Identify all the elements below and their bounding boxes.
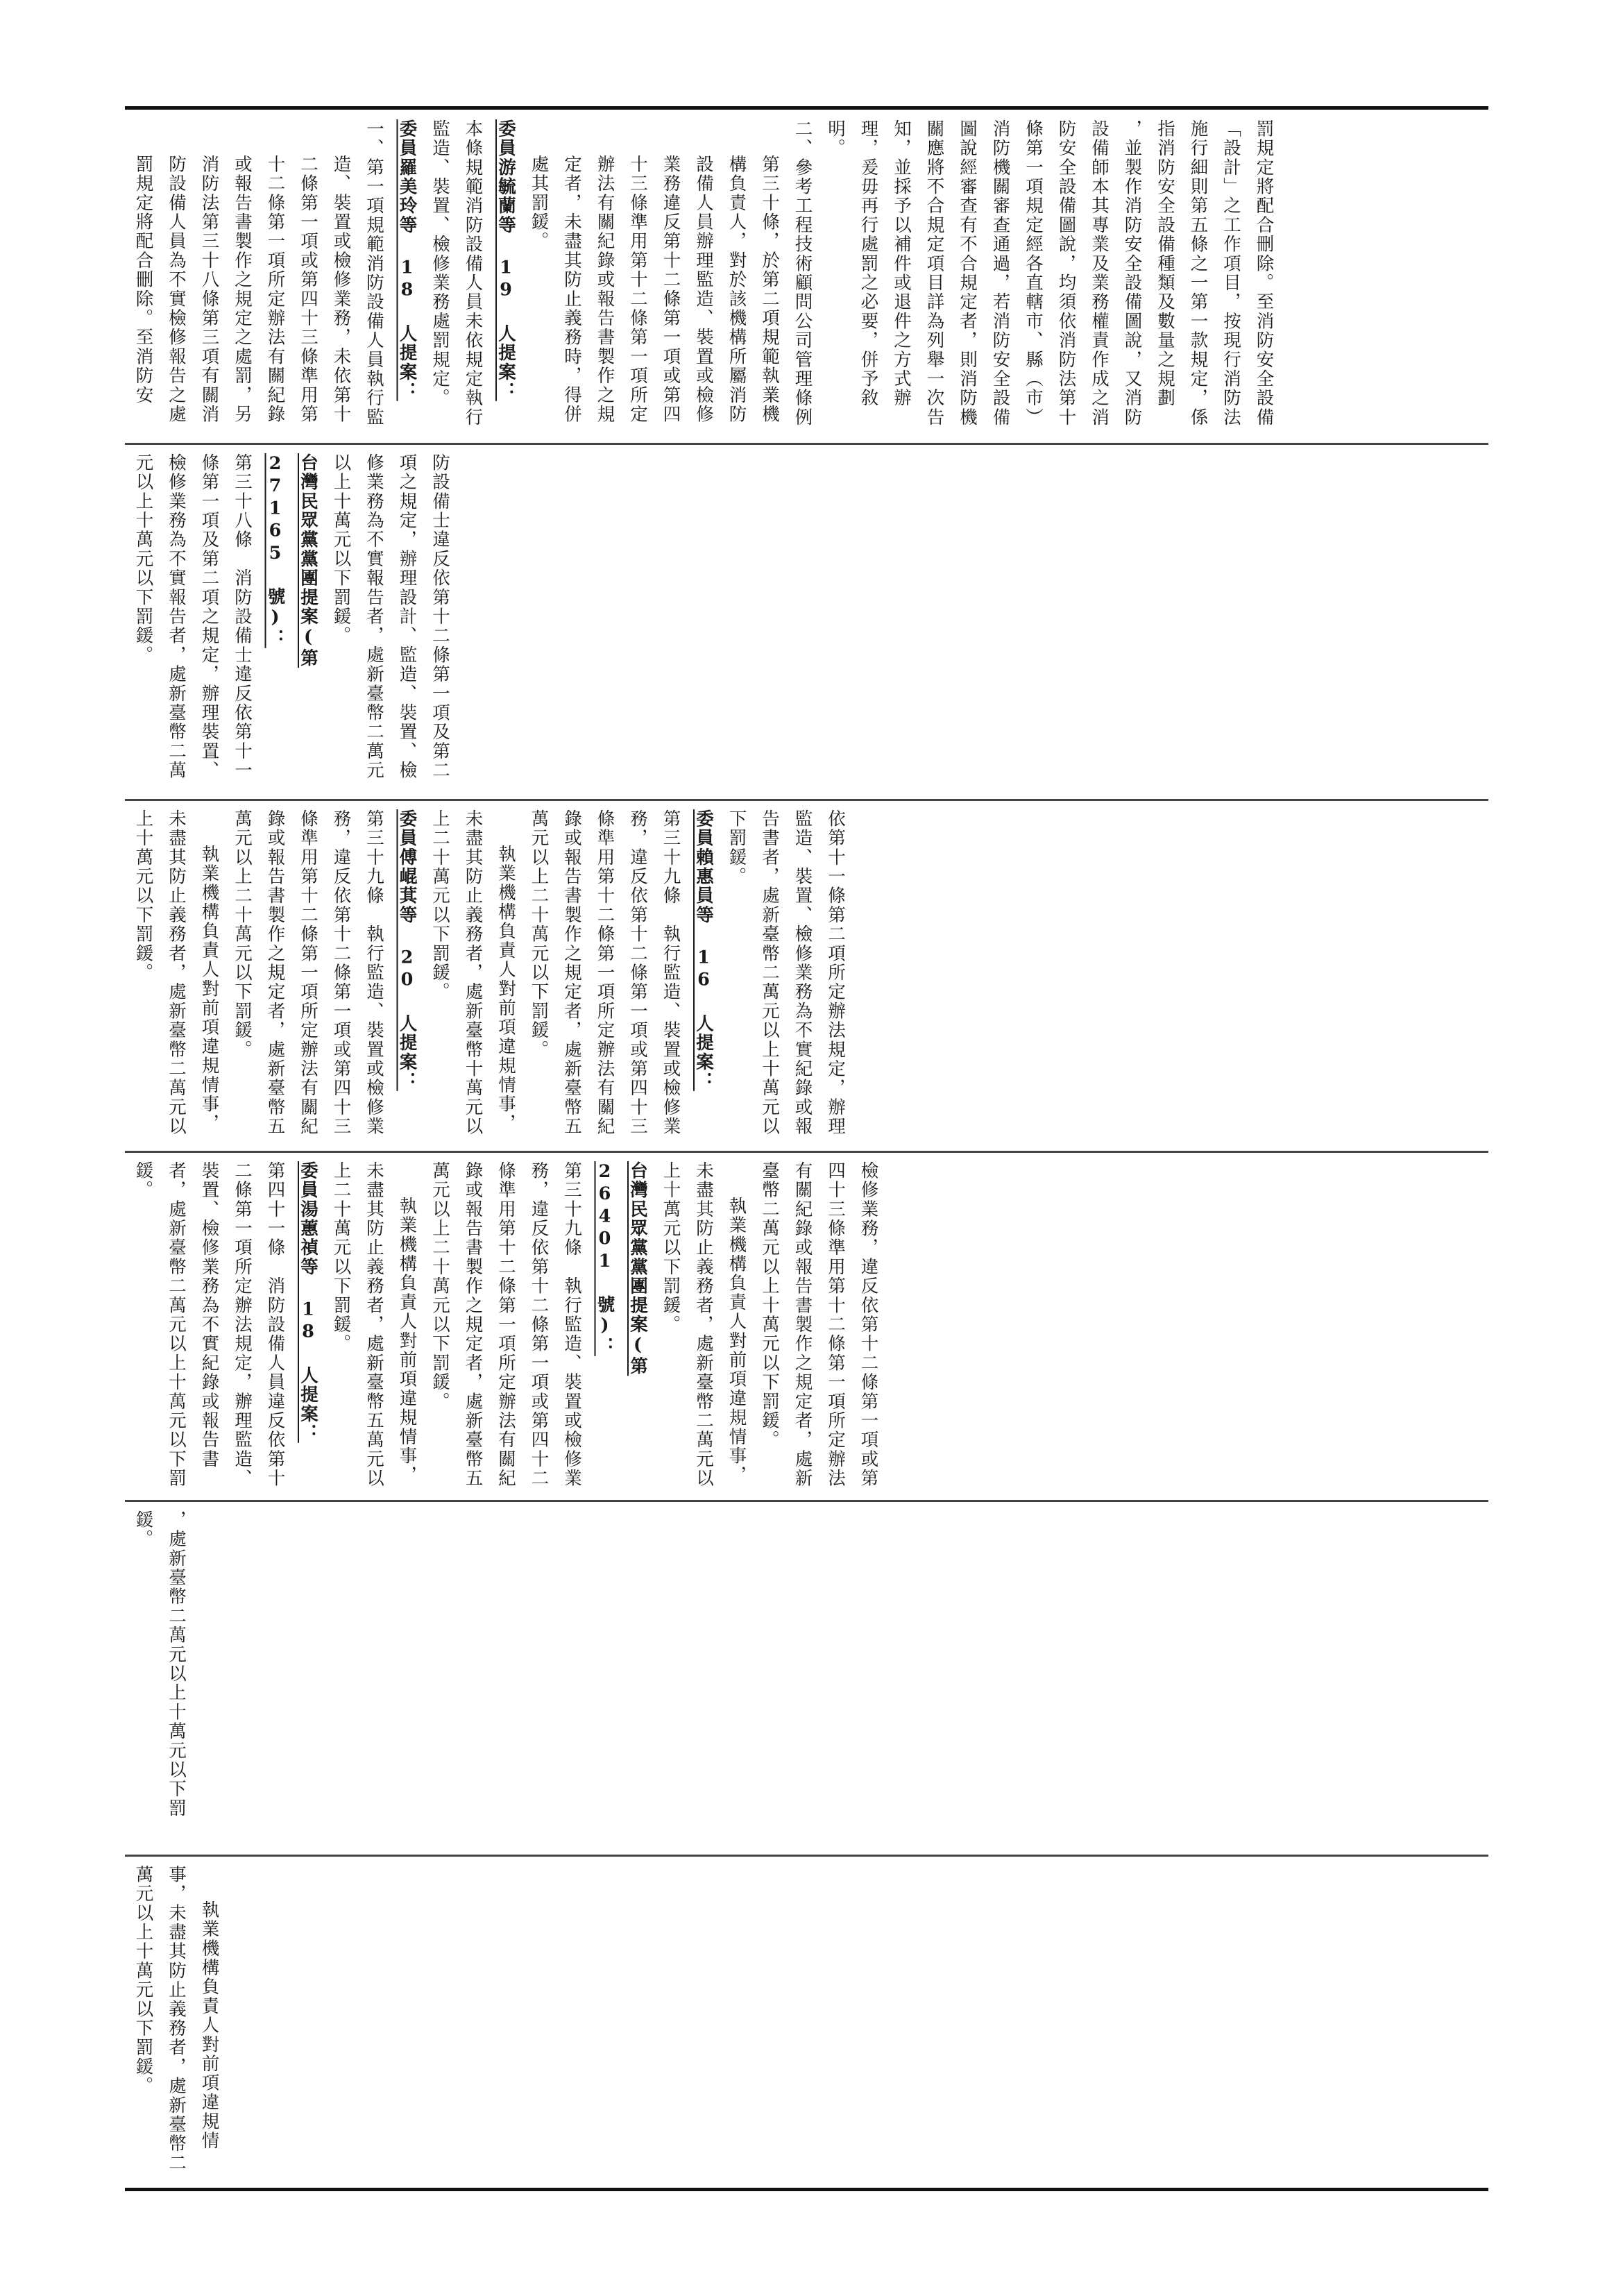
column-text xyxy=(126,1857,230,2187)
paragraph: ，並製作消防安全設備圖說，又消防設備師本其專業及業務權責作成之消防安全設備圖說，均須依消防法第十條第一項規定經各直轄市、縣（市）消防機關審查通過，若消防安全設備圖說經審查有不合規定者，則消防機關應將不合規定項目詳為列舉一次告知，並採予以補件或退件之方式辦理，爰毋再行處罰之必要，併予敘明。 xyxy=(825,119,1143,428)
paragraph: 防設備士違反依第十二條第一項及第二項之規定，辦理設計、監造、裝置、檢修業務為不實報告者，處新臺幣二萬元以上十萬元以下罰鍰。 xyxy=(330,453,450,780)
column-text xyxy=(126,1502,196,1855)
table-column-4 xyxy=(126,1153,1487,1500)
paragraph: 本條規範消防設備人員未依規定執行監造、裝置、檢修業務處罰規定。 xyxy=(430,119,484,428)
column-text xyxy=(126,1153,889,1500)
proposal-heading: 委員湯蕙禎等 18 人提案： xyxy=(298,1161,318,1443)
paragraph: 依第十一條第二項所定辦法規定，辦理監造、裝置、檢修業務為不實紀錄或報告書者，處新臺幣二萬元以上十萬元以下罰鍰。 xyxy=(726,809,846,1136)
proposal-heading: 委員游毓蘭等 19 人提案： xyxy=(495,119,516,401)
proposal-heading: 委員傅崐萁等 20 人提案： xyxy=(396,809,418,1091)
column-text xyxy=(126,111,1284,443)
paragraph: 二、參考工程技術顧問公司管理條例第三十條，於第二項規範執業機構負責人，對於該機構所屬消防設備人員辦理監造、裝置或檢修業務違反第十二條第一項或第四十三條準用第十二條第一項所定辦法有關紀錄或報告書製作之規定者，未盡其防止義務時，得併處其罰鍰。 xyxy=(528,119,813,428)
paragraph: 執業機構負責人對前項違規情事，未盡其防止義務者，處新臺幣二萬元以上十萬元以下罰鍰。 xyxy=(133,1865,220,2173)
table-column-6 xyxy=(126,1857,1487,2187)
paragraph: 罰規定將配合刪除。至消防安全設備「設計」之工作項目，按現行消防法施行細則第五條之一第一款規定，係指消防安全設備種類及數量之規劃 xyxy=(1155,119,1275,428)
paragraph: 執業機構負責人對前項違規情事，未盡其防止義務者，處新臺幣五萬元以上二十萬元以下罰鍰。 xyxy=(330,1161,418,1488)
table-column-2 xyxy=(126,445,1487,799)
column-text xyxy=(126,801,856,1151)
table-column-5 xyxy=(126,1502,1487,1855)
proposal-heading: 委員賴惠員等 16 人提案： xyxy=(693,809,714,1091)
paragraph: 第三十九條 執行監造、裝置或檢修業務，違反依第十二條第一項或第四十三條準用第十二條第一項所定辦法有關紀錄或報告書製作之規定者，處新臺幣五萬元以上二十萬元以下罰鍰。 xyxy=(528,809,681,1136)
proposal-heading: 委員羅美玲等 18 人提案： xyxy=(396,119,418,401)
paragraph: 第四十一條 消防設備人員違反依第十二條第一項所定辦法規定，辦理監造、裝置、檢修業務為不實紀錄或報告書者，處新臺幣二萬元以上十萬元以下罰鍰。 xyxy=(133,1161,286,1488)
bottom-rule xyxy=(125,2188,1488,2191)
proposal-heading: 台灣民眾黨黨團提案(第 26401 號)： xyxy=(594,1161,648,1376)
paragraph: 第三十八條 消防設備士違反依第十一條第一項及第二項之規定，辦理裝置、檢修業務為不實報告者，處新臺幣二萬元以上十萬元以下罰鍰。 xyxy=(133,453,253,780)
paragraph: 執業機構負責人對前項違規情事，未盡其防止義務者，處新臺幣十萬元以上二十萬元以下罰鍰。 xyxy=(430,809,516,1136)
table-column-1 xyxy=(126,111,1487,443)
paragraph: 第三十九條 執行監造、裝置或檢修業務，違反依第十二條第一項或第四十三條準用第十二條第一項所定辦法有關紀錄或報告書製作之規定者，處新臺幣五萬元以上二十萬元以下罰鍰。 xyxy=(232,809,384,1136)
paragraph: 第三十九條 執行監造、裝置或檢修業務，違反依第十二條第一項或第四十二條準用第十二條第一項所定辦法有關紀錄或報告書製作之規定者，處新臺幣五萬元以上二十萬元以下罰鍰。 xyxy=(430,1161,582,1488)
table-column-3 xyxy=(126,801,1487,1151)
paragraph: 一、第一項規範消防設備人員執行監造、裝置或檢修業務，未依第十二條第一項或第四十三條準用第十二條第一項所定辦法有關紀錄或報告書製作之規定之處罰，另消防法第三十八條第三項有關消防設備人員為不實檢修報告之處罰規定將配合刪除。至消防安 xyxy=(133,119,384,428)
paragraph: 執業機構負責人對前項違規情事，未盡其防止義務者，處新臺幣二萬元以上十萬元以下罰鍰。 xyxy=(133,809,220,1136)
column-text xyxy=(126,445,460,799)
paragraph: 執業機構負責人對前項違規情事，未盡其防止義務者，處新臺幣二萬元以上十萬元以下罰鍰。 xyxy=(660,1161,747,1488)
paragraph: ，處新臺幣二萬元以上十萬元以下罰鍰。 xyxy=(133,1510,187,1818)
proposal-heading: 台灣民眾黨黨團提案(第 27165 號)： xyxy=(264,453,318,668)
paragraph: 檢修業務，違反依第十二條第一項或第四十三條準用第十二條第一項所定辦法有關紀錄或報告書製作之規定者，處新臺幣二萬元以上十萬元以下罰鍰。 xyxy=(759,1161,879,1488)
top-rule xyxy=(125,106,1488,110)
